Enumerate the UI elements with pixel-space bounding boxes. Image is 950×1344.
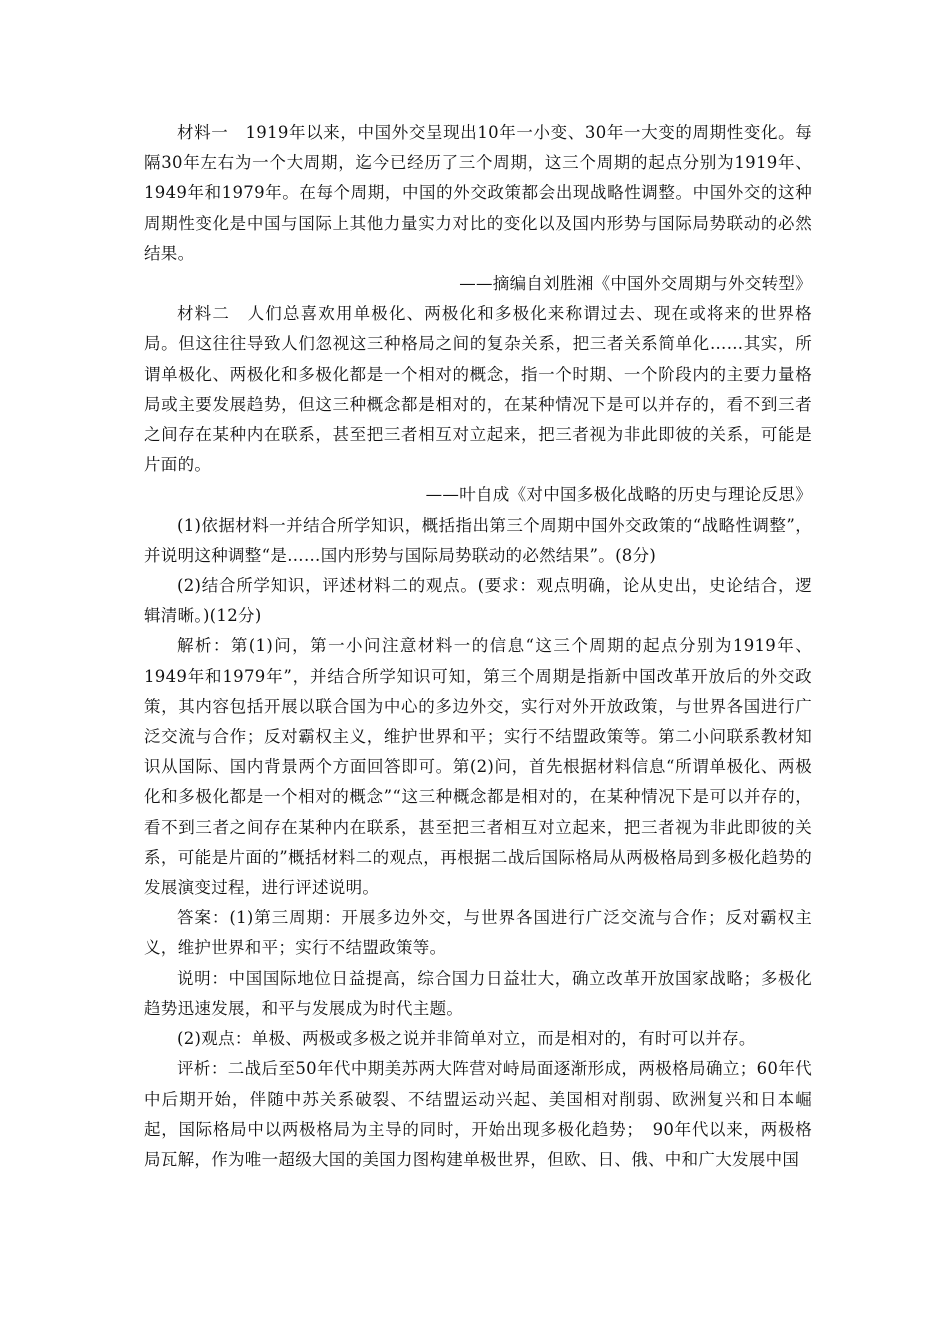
material-one-paragraph: 材料一 1919年以来，中国外交呈现出10年一小变、30年一大变的周期性变化。每隔30年左右为一个大周期，迄今已经历了三个周期，这三个周期的起点分别为1919年、1949年和1979年。在每个周期，中国的外交政策都会出现战略性调整。中国外交的这种周期性变化是中国与国际上其他力量实力对比的变化以及国内形势与国际局势联动的必然结果。	[144, 123, 812, 263]
question-one: (1)依据材料一并结合所学知识，概括指出第三个周期中国外交政策的“战略性调整”，并说明这种调整“是……国内形势与国际局势联动的必然结果”。(8分)	[144, 515, 812, 565]
material-one-source: ——摘编自刘胜湘《中国外交周期与外交转型》	[459, 274, 812, 294]
answer-comment: 评析：二战后至50年代中期美苏两大阵营对峙局面逐渐形成，两极格局确立；60年代中后期开始，伴随中苏关系破裂、不结盟运动兴起、美国相对削弱、欧洲复兴和日本崛起，国际格局中以两极格局为主导的同时，开始出现多极化趋势； 90年代以来，两极格局瓦解，作为唯一超级大国的美国力图构建单极世界，但欧、日、俄、中和广大发展中国	[144, 1059, 812, 1169]
answer-one: 答案：(1)第三周期：开展多边外交，与世界各国进行广泛交流与合作；反对霸权主义，维护世界和平；实行不结盟政策等。	[144, 908, 812, 958]
analysis-paragraph: 解析：第(1)问，第一小问注意材料一的信息“这三个周期的起点分别为1919年、1949年和1979年”，并结合所学知识可知，第三个周期是指新中国改革开放后的外交政策，其内容包括开展以联合国为中心的多边外交，实行对外开放政策，与世界各国进行广泛交流与合作；反对霸权主义，维护世界和平；实行不结盟政策等。第二小问联系教材知识从国际、国内背景两个方面回答即可。第(2)问，首先根据材料信息“所谓单极化、两极化和多极化都是一个相对的概念”“这三种概念都是相对的，在某种情况下是可以并存的，看不到三者之间存在某种内在联系，甚至把三者相互对立起来，把三者视为非此即彼的关系，可能是片面的”概括材料二的观点，再根据二战后国际格局从两极格局到多极化趋势的发展演变过程，进行评述说明。	[144, 636, 812, 898]
document-body	[144, 118, 812, 1175]
answer-explanation: 说明：中国国际地位日益提高，综合国力日益壮大，确立改革开放国家战略；多极化趋势迅速发展，和平与发展成为时代主题。	[144, 968, 812, 1018]
answer-two-viewpoint: (2)观点：单极、两极或多极之说并非简单对立，而是相对的，有时可以并存。	[177, 1029, 756, 1049]
question-two: (2)结合所学知识，评述材料二的观点。(要求：观点明确，论从史出，史论结合，逻辑清晰。)(12分)	[144, 576, 812, 626]
material-two-paragraph: 材料二 人们总喜欢用单极化、两极化和多极化来称谓过去、现在或将来的世界格局。但这往往导致人们忽视这三种格局之间的复杂关系，把三者关系简单化……其实，所谓单极化、两极化和多极化都是一个相对的概念，指一个时期、一个阶段内的主要力量格局或主要发展趋势，但这三种概念都是相对的，在某种情况下是可以并存的，看不到三者之间存在某种内在联系，甚至把三者相互对立起来，把三者视为非此即彼的关系，可能是片面的。	[144, 304, 812, 475]
material-two-source: ——叶自成《对中国多极化战略的历史与理论反思》	[425, 485, 812, 505]
